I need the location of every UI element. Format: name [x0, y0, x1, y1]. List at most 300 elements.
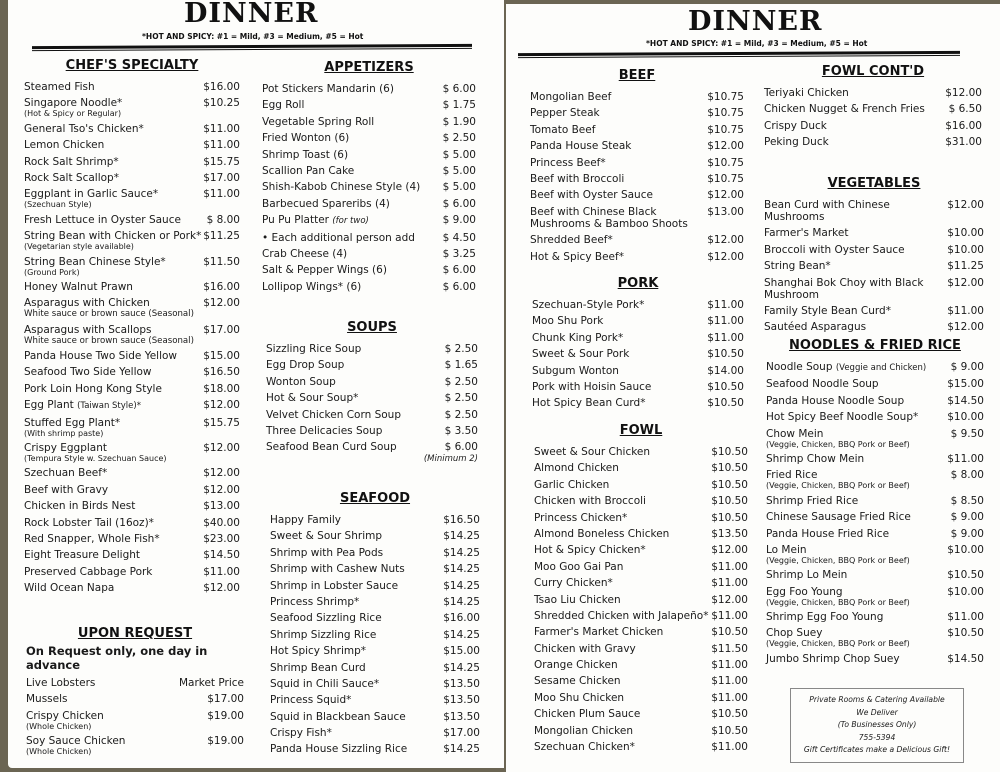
item-name-block: [262, 198, 438, 210]
menu-item: [766, 395, 984, 407]
item-name-block: [262, 116, 438, 128]
item-price-block: [442, 678, 480, 690]
menu-item: [262, 181, 476, 193]
item-price: $13.50: [443, 677, 480, 690]
item-name-block: [534, 512, 710, 524]
menu-item: [24, 81, 240, 93]
item-name: Chicken with Gravy: [534, 642, 636, 655]
menu-item: [24, 582, 240, 594]
item-name: Hot & Spicy Beef*: [530, 250, 624, 263]
menu-item: [24, 281, 240, 293]
item-price-block: [440, 425, 478, 437]
item-name-block: [26, 693, 206, 705]
menu-item: [24, 517, 240, 529]
item-name: Sizzling Rice Soup: [266, 343, 362, 355]
item-price-block: [438, 83, 476, 95]
menu-item: [24, 256, 240, 277]
item-price: $23.00: [203, 532, 240, 545]
menu-item: [262, 83, 476, 95]
item-price: $10.50: [947, 569, 984, 582]
item-name: Egg Plant: [24, 399, 74, 412]
item-name: Orange Chicken: [534, 659, 618, 672]
item-price-block: [202, 417, 240, 429]
menu-item: [534, 479, 748, 491]
item-name-block: [24, 399, 202, 412]
item-price: $15.00: [443, 645, 480, 658]
item-price: $11.00: [707, 315, 744, 328]
item-name-block: [764, 305, 946, 317]
item-name-block: [24, 156, 202, 168]
item-price: $ 8.00: [950, 469, 984, 482]
item-name: Peking Duck: [764, 136, 829, 149]
item-name-block: [766, 411, 946, 423]
menu-item: [24, 123, 240, 135]
item-price: $10.25: [203, 97, 240, 110]
item-price-block: [944, 136, 982, 148]
item-note: (With shrimp paste): [24, 428, 104, 438]
soups-section: [266, 320, 478, 470]
item-name: Chicken Nugget & French Fries: [764, 103, 925, 116]
item-name: Squid in Chili Sauce*: [270, 677, 380, 690]
item-price: $ 2.50: [444, 343, 478, 355]
item-price-block: [202, 484, 240, 496]
item-name-block: [262, 99, 438, 111]
item-name-block: [270, 612, 442, 624]
item-price: $10.75: [707, 107, 744, 120]
menu-item: [24, 156, 240, 168]
item-name: Moo Goo Gai Pan: [534, 560, 624, 573]
item-name-block: [262, 264, 438, 276]
item-price: $12.00: [203, 582, 240, 595]
menu-item: [270, 580, 480, 592]
item-name: Happy Family: [270, 514, 341, 526]
item-name: Subgum Wonton: [532, 364, 619, 377]
item-inline-note: (for two): [332, 216, 369, 227]
item-price-block: [442, 743, 480, 755]
menu-item: [270, 678, 480, 690]
menu-item: [766, 611, 984, 623]
item-price-block: [202, 97, 240, 109]
item-price: $14.50: [947, 394, 984, 407]
item-name: Singapore Noodle*: [24, 97, 123, 110]
item-price: $ 2.50: [442, 132, 476, 145]
item-name: Moo Shu Chicken: [534, 691, 625, 704]
delivery-text: We Deliver: [856, 707, 898, 717]
item-name-block: [262, 132, 438, 144]
item-price: $12.00: [707, 189, 744, 202]
item-price: $11.00: [711, 577, 748, 590]
item-name-block: [766, 511, 946, 523]
item-name-block: [534, 446, 710, 458]
item-price-block: [946, 378, 984, 390]
item-price-block: [438, 132, 476, 144]
item-name-block: [534, 692, 710, 704]
item-name-block: [764, 277, 946, 301]
item-name: Szechuan-Style Pork*: [532, 299, 645, 311]
menu-item: [766, 653, 984, 665]
pork-section: [532, 276, 744, 414]
item-price: $ 2.50: [444, 408, 478, 421]
item-name-block: [534, 659, 710, 671]
item-price: $ 6.00: [442, 197, 476, 210]
menu-item: [534, 512, 748, 524]
menu-item: [534, 643, 748, 655]
menu-item: [764, 305, 984, 317]
item-price-block: [706, 315, 744, 327]
item-price: $ 6.00: [442, 280, 476, 293]
item-name-block: [24, 517, 202, 529]
menu-item: [270, 711, 480, 723]
item-price-block: [946, 395, 984, 407]
item-price-block: [179, 677, 244, 689]
item-name-block: [266, 376, 440, 388]
item-price: $ 1.75: [442, 99, 476, 112]
menu-item: [534, 741, 748, 753]
item-name: Vegetable Spring Roll: [262, 115, 375, 128]
item-name-block: [24, 123, 202, 135]
item-price-block: [442, 629, 480, 641]
item-price-block: [440, 376, 478, 388]
menu-item: [766, 453, 984, 465]
item-price: $12.00: [947, 276, 984, 289]
price-note: (Minimum 2): [423, 454, 478, 465]
menu-item: [266, 441, 478, 465]
section-heading: UPON REQUEST: [77, 626, 193, 641]
item-name: Eight Treasure Delight: [24, 549, 141, 562]
item-name-block: [270, 530, 442, 542]
item-name-block: [24, 383, 202, 395]
item-price-block: [710, 462, 748, 474]
item-name: Honey Walnut Prawn: [24, 280, 133, 293]
item-name-block: [266, 441, 424, 453]
item-price: $15.75: [203, 155, 240, 168]
header-divider: [32, 44, 472, 51]
info-box: [790, 688, 964, 763]
item-name-block: [766, 611, 946, 623]
menu-item: [24, 350, 240, 362]
menu-item: [262, 149, 476, 161]
item-name: Shanghai Bok Choy with Black Mushroom: [764, 276, 924, 301]
item-name: Shish-Kabob Chinese Style (4): [262, 181, 421, 194]
item-price-block: [946, 361, 984, 373]
menu-item: [262, 99, 476, 111]
item-price: $ 4.50: [442, 231, 476, 244]
item-name: Pot Stickers Mandarin (6): [262, 83, 394, 95]
item-price: $11.50: [711, 642, 748, 655]
item-name-block: [266, 392, 440, 404]
item-name: Shredded Beef*: [530, 234, 613, 247]
item-price-block: [710, 708, 748, 720]
item-price-block: [946, 199, 984, 211]
item-name: Panda House Sizzling Rice: [270, 743, 408, 756]
item-price-block: [202, 324, 240, 336]
item-price: $11.00: [711, 741, 748, 754]
item-price: $10.50: [707, 397, 744, 410]
item-price-block: [202, 533, 240, 545]
item-price-block: [442, 514, 480, 526]
item-name: Bean Curd with Chinese Mushrooms: [764, 199, 890, 223]
item-price: $10.00: [947, 543, 984, 556]
item-name: Hot Spicy Bean Curd*: [532, 397, 646, 410]
menu-item: [530, 107, 744, 119]
item-inline-note: (Veggie and Chicken): [835, 363, 927, 373]
item-name: String Bean with Chicken or Pork*: [24, 230, 202, 243]
item-name: Lollipop Wings* (6): [262, 280, 362, 293]
item-note: (Whole Chicken): [26, 721, 92, 731]
menu-item: [26, 710, 244, 731]
item-price: $11.00: [947, 304, 984, 317]
item-name-block: [24, 467, 202, 479]
item-name-block: [532, 315, 706, 327]
item-name: Pork with Hoisin Sauce: [532, 380, 652, 393]
item-price-block: [438, 165, 476, 177]
item-price-block: [946, 453, 984, 465]
fowl-contd-list: [764, 87, 982, 148]
pork-list: [532, 299, 744, 409]
menu-item: [26, 693, 244, 705]
item-price-block: [710, 561, 748, 573]
item-name-block: [262, 248, 438, 260]
item-price: $11.50: [203, 255, 240, 268]
menu-item: [530, 157, 744, 169]
item-name-block: [764, 260, 946, 272]
menu-item: [766, 627, 984, 648]
menu-item: [534, 495, 748, 507]
item-name: Almond Boneless Chicken: [534, 527, 670, 540]
item-name: Hot & Sour Soup*: [266, 392, 359, 405]
item-name-block: [532, 381, 706, 393]
menu-item: [534, 594, 748, 606]
menu-item: [270, 629, 480, 641]
menu-item: [24, 324, 240, 346]
item-price-block: [438, 214, 476, 226]
item-price: $ 6.00: [442, 83, 476, 95]
chefs-specialty-list: [24, 81, 240, 594]
item-name: Scallion Pan Cake: [262, 164, 355, 177]
item-name: Sweet & Sour Chicken: [534, 446, 651, 458]
section-heading: PORK: [617, 276, 659, 291]
item-price: $10.00: [947, 411, 984, 424]
item-price: $12.00: [203, 399, 240, 412]
item-name: General Tso's Chicken*: [24, 122, 144, 135]
section-subheading: On Request only, one day in advance: [26, 644, 208, 672]
chefs-specialty-section: [24, 58, 240, 599]
item-name-block: [24, 417, 202, 438]
item-price-block: [442, 694, 480, 706]
item-name-block: [24, 281, 202, 293]
item-name-block: [24, 188, 202, 209]
item-name: Crispy Eggplant: [24, 442, 108, 455]
item-name: Beef with Oyster Sauce: [530, 189, 653, 202]
item-price: $12.00: [203, 483, 240, 496]
item-price-block: [202, 256, 240, 268]
item-name: Sweet & Sour Shrimp: [270, 530, 382, 543]
item-price-block: [706, 397, 744, 409]
item-price: $16.50: [443, 514, 480, 526]
menu-item: [766, 511, 984, 523]
menu-item: [530, 173, 744, 185]
menu-page-right: [506, 4, 1000, 772]
item-name: Egg Foo Young: [766, 585, 843, 598]
item-price-block: [206, 710, 244, 722]
item-name-block: [766, 627, 946, 648]
item-name: Panda House Fried Rice: [766, 527, 890, 540]
item-price: $10.75: [707, 91, 744, 103]
menu-item: [24, 417, 240, 438]
item-price: $ 9.00: [950, 527, 984, 540]
item-price: $10.50: [707, 380, 744, 393]
vegetables-section: [764, 176, 984, 338]
item-name-block: [270, 629, 442, 641]
menu-item: [764, 120, 982, 132]
item-note: (Veggie, Chicken, BBQ Pork or Beef): [766, 439, 910, 449]
menu-item: [270, 596, 480, 608]
item-name-block: [766, 528, 946, 540]
item-name: Jumbo Shrimp Chop Suey: [766, 652, 900, 665]
menu-item: [266, 359, 478, 371]
item-name-block: [532, 365, 706, 377]
item-price: $ 3.50: [444, 424, 478, 437]
item-price-block: [706, 140, 744, 152]
item-price: $ 3.25: [442, 247, 476, 260]
item-price: Market Price: [178, 677, 244, 689]
item-name-block: [534, 479, 710, 491]
item-name-block: [766, 395, 946, 407]
menu-item: [24, 442, 240, 463]
item-price: $12.00: [707, 234, 744, 247]
menu-item: [532, 381, 744, 393]
item-price-block: [438, 264, 476, 276]
item-price-block: [946, 627, 984, 639]
item-price: $14.25: [443, 743, 480, 756]
menu-item: [534, 626, 748, 638]
item-price: $15.00: [947, 378, 984, 391]
item-price-block: [206, 693, 244, 705]
menu-item: [270, 694, 480, 706]
item-name: Hot & Spicy Chicken*: [534, 544, 646, 557]
item-price: $10.50: [711, 495, 748, 508]
item-price: $12.00: [947, 321, 984, 334]
item-price-block: [438, 232, 476, 244]
menu-item: [24, 139, 240, 151]
item-note: (Hot & Spicy or Regular): [24, 109, 122, 119]
menu-item: [534, 528, 748, 540]
item-price-block: [202, 549, 240, 561]
item-price: $14.50: [203, 549, 240, 562]
item-name-block: [534, 610, 710, 622]
menu-item: [262, 198, 476, 210]
item-name-block: [24, 297, 202, 319]
item-name: Lemon Chicken: [24, 139, 105, 152]
item-price: $13.50: [711, 527, 748, 540]
item-price-block: [440, 359, 478, 371]
item-name: Noodle Soup: [766, 361, 833, 373]
item-price: $31.00: [945, 136, 982, 149]
item-price-block: [710, 512, 748, 524]
menu-item: [266, 392, 478, 404]
item-name: Family Style Bean Curd*: [764, 304, 891, 317]
page-title: DINNER: [688, 6, 823, 37]
menu-item: [262, 132, 476, 144]
item-price-block: [202, 81, 240, 93]
item-name: Shrimp Toast (6): [262, 148, 349, 161]
item-name: Velvet Chicken Corn Soup: [266, 408, 401, 421]
item-price: $ 8.50: [950, 494, 984, 507]
item-price: $16.00: [443, 612, 480, 625]
item-price-block: [440, 409, 478, 421]
menu-item: [266, 343, 478, 355]
item-name: Shredded Chicken with Jalapeño*: [534, 609, 709, 622]
menu-item: [24, 188, 240, 209]
item-price-block: [202, 297, 240, 309]
item-name-block: [532, 348, 706, 360]
item-price: $11.00: [203, 565, 240, 578]
item-price-block: [202, 172, 240, 184]
item-price-block: [946, 653, 984, 665]
section-heading: CHEF'S SPECIALTY: [65, 58, 199, 73]
item-name: Shrimp in Lobster Sauce: [270, 579, 399, 592]
item-name: Szechuan Chicken*: [534, 741, 635, 754]
menu-item: [534, 675, 748, 687]
section-heading: SEAFOOD: [339, 491, 411, 506]
item-price: $ 2.50: [444, 392, 478, 405]
menu-item: [262, 214, 476, 227]
item-note: (Veggie, Chicken, BBQ Pork or Beef): [766, 639, 910, 649]
menu-item: [24, 297, 240, 319]
menu-item: [530, 124, 744, 136]
item-name-block: [530, 140, 706, 152]
section-heading: BEEF: [618, 68, 656, 83]
item-name: String Bean Chinese Style*: [24, 255, 166, 268]
menu-item: [24, 383, 240, 395]
section-heading: NOODLES & FRIED RICE: [789, 338, 961, 353]
item-price-block: [706, 157, 744, 169]
item-price: $12.00: [707, 140, 744, 153]
item-price: $12.00: [203, 467, 240, 480]
item-price-block: [424, 441, 478, 465]
item-name-block: [262, 83, 438, 95]
item-price: $11.00: [203, 122, 240, 135]
menu-item: [530, 91, 744, 103]
item-price: $11.25: [947, 260, 984, 273]
menu-item: [766, 528, 984, 540]
item-price-block: [442, 727, 480, 739]
item-name-block: [266, 409, 440, 421]
menu-item: [270, 530, 480, 542]
item-note: (Vegetarian style available): [24, 242, 134, 252]
item-name: Crispy Fish*: [270, 727, 332, 740]
section-heading: SOUPS: [347, 320, 397, 335]
item-price-block: [706, 189, 744, 201]
item-price-block: [202, 123, 240, 135]
item-note: White sauce or brown sauce (Seasonal): [24, 335, 194, 346]
noodles-section: [766, 338, 984, 669]
item-price-block: [710, 479, 748, 491]
menu-item: [24, 467, 240, 479]
item-price: $11.00: [707, 299, 744, 311]
item-name-block: [766, 544, 946, 565]
item-price-block: [946, 411, 984, 423]
item-name: Seafood Sizzling Rice: [270, 612, 382, 625]
item-price: $14.25: [443, 661, 480, 674]
item-price: $14.25: [443, 595, 480, 608]
menu-item: [764, 227, 984, 239]
menu-item: [270, 743, 480, 755]
item-price-block: [946, 277, 984, 289]
item-price: $14.00: [707, 364, 744, 377]
item-name-block: [270, 711, 442, 723]
item-price-block: [946, 511, 984, 523]
